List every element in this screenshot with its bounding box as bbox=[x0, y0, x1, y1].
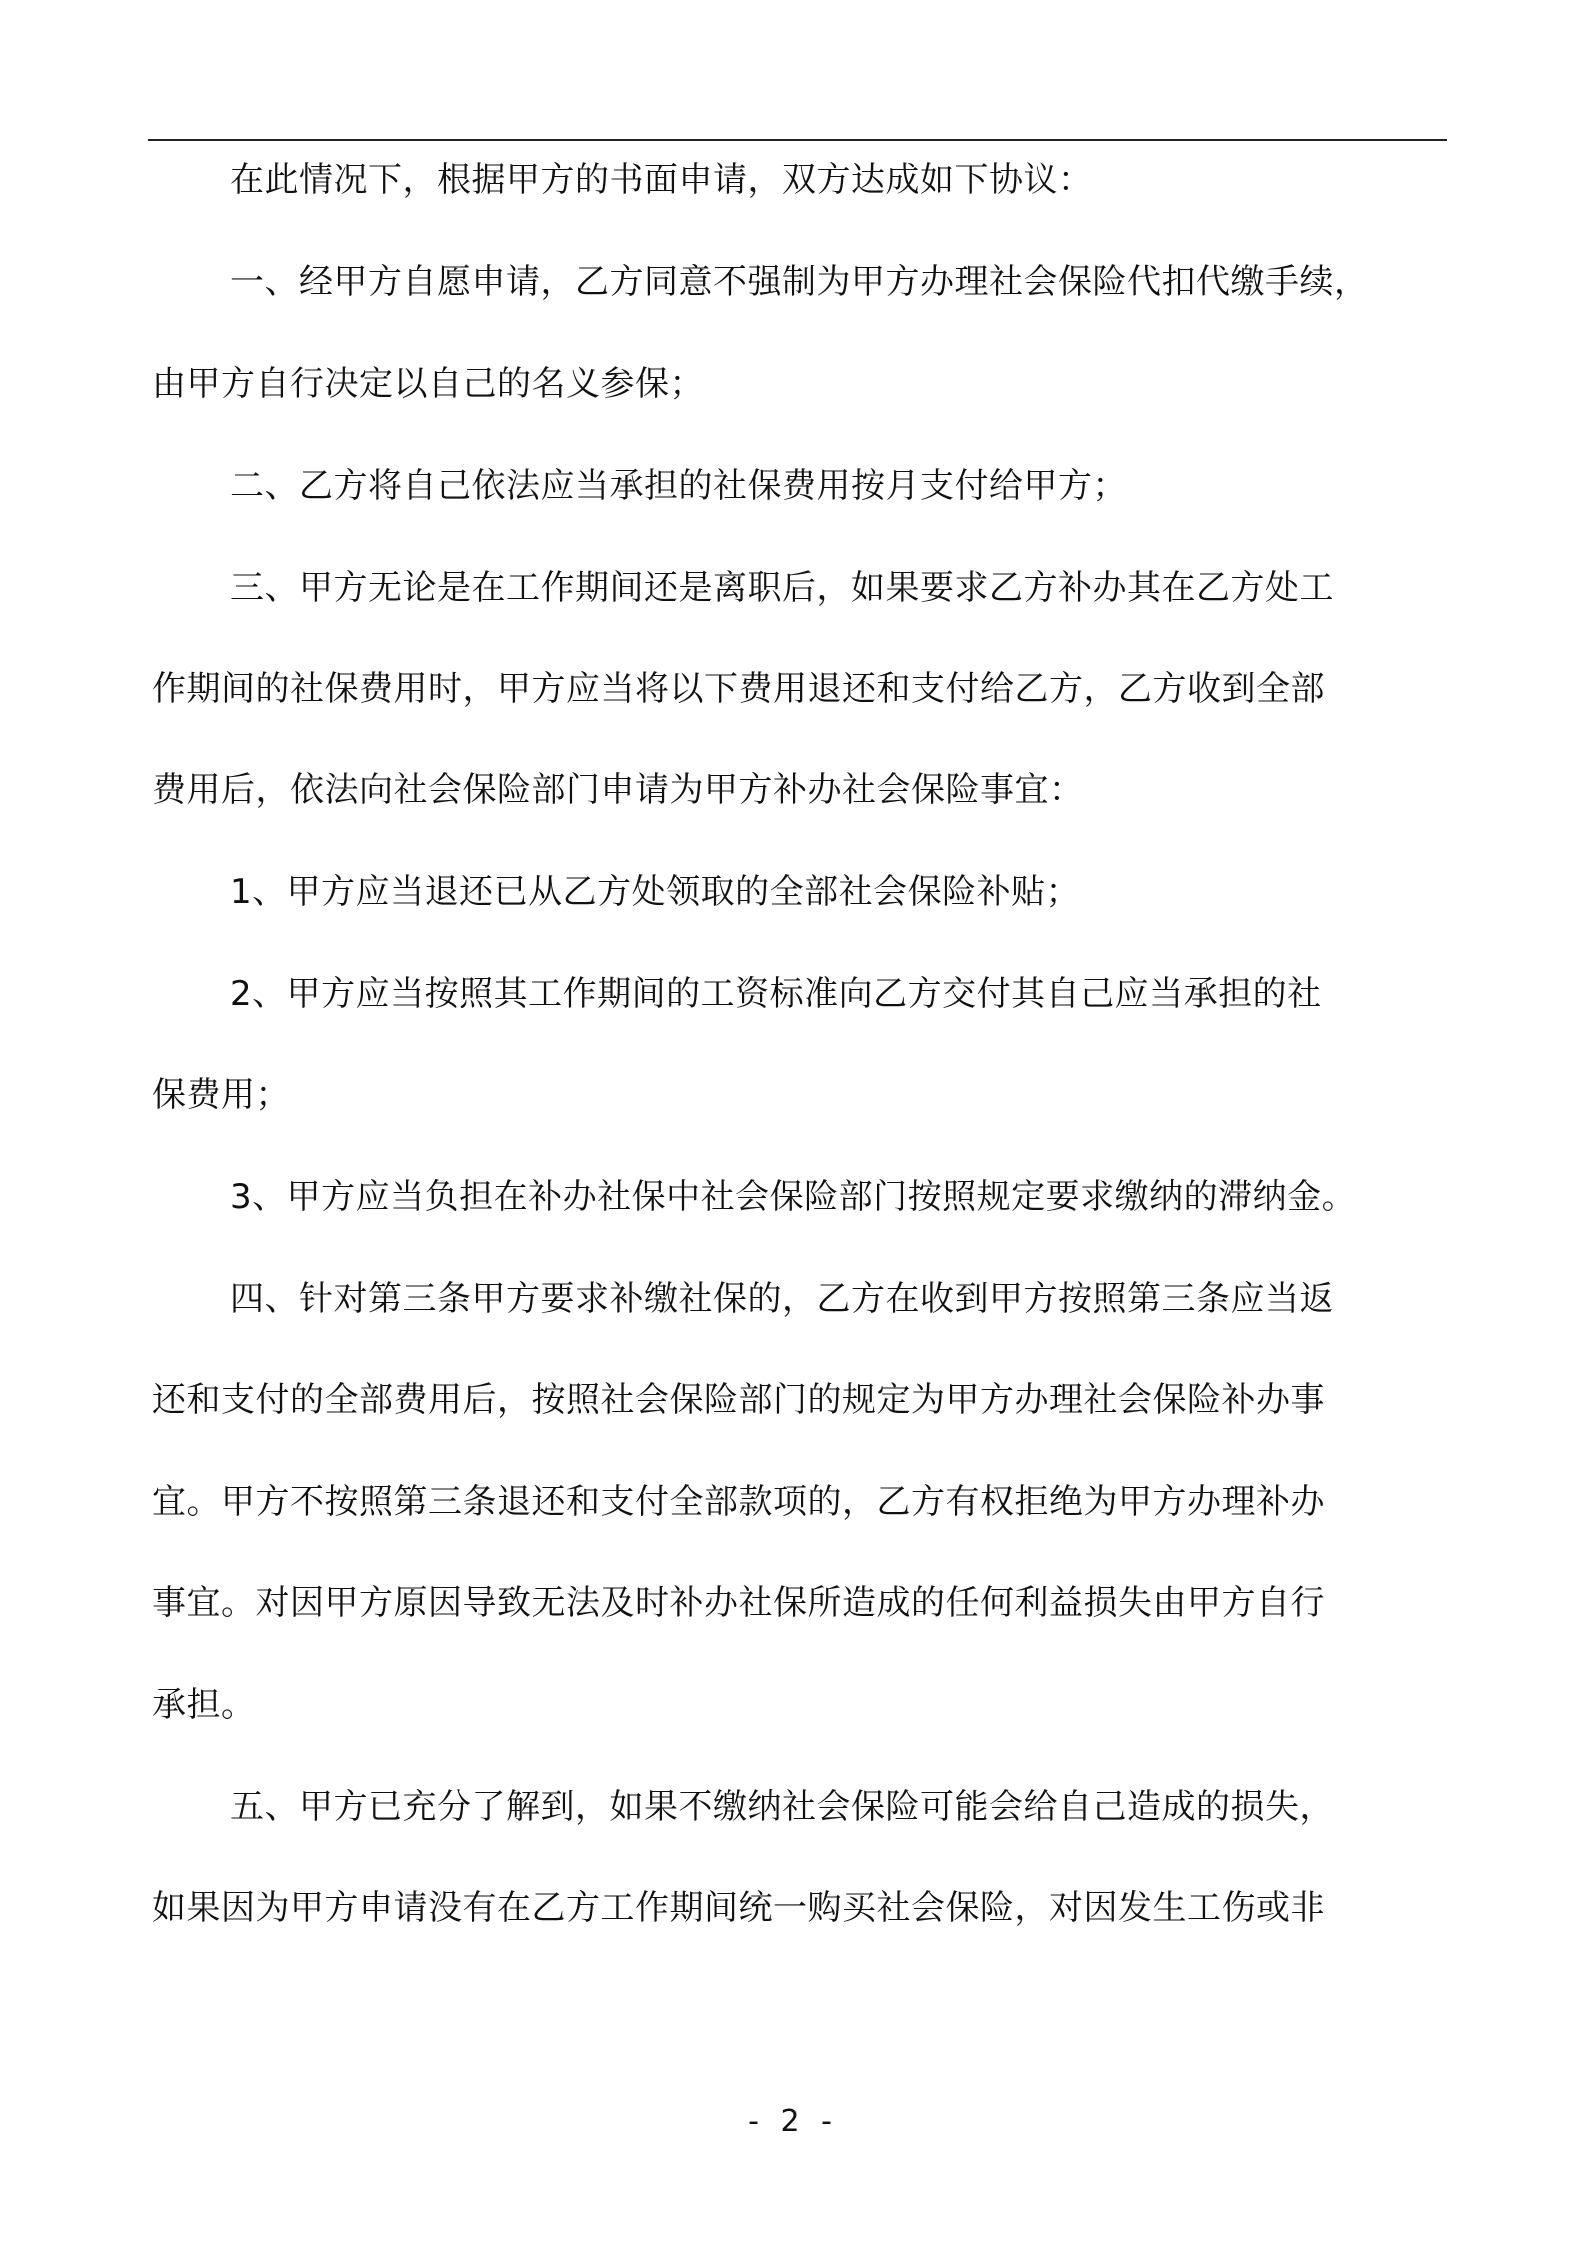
text-line: 1、甲方应当退还已从乙方处领取的全部社会保险补贴； bbox=[230, 872, 1081, 912]
text-line: 事宜。对因甲方原因导致无法及时补办社保所造成的任何利益损失由甲方自行 bbox=[152, 1583, 1325, 1623]
page-number: - 2 - bbox=[748, 2104, 838, 2139]
text-line: 还和支付的全部费用后，按照社会保险部门的规定为甲方办理社会保险补办事 bbox=[152, 1380, 1325, 1420]
text-line: 三、甲方无论是在工作期间还是离职后，如果要求乙方补办其在乙方处工 bbox=[230, 568, 1334, 608]
text-line: 3、甲方应当负担在补办社保中社会保险部门按照规定要求缴纳的滞纳金。 bbox=[230, 1177, 1357, 1217]
text-line: 费用后，依法向社会保险部门申请为甲方补办社会保险事宜： bbox=[152, 770, 1084, 810]
text-line: 一、经甲方自愿申请，乙方同意不强制为甲方办理社会保险代扣代缴手续， bbox=[230, 262, 1369, 302]
text-line: 作期间的社保费用时，甲方应当将以下费用退还和支付给乙方，乙方收到全部 bbox=[152, 669, 1325, 709]
header-rule bbox=[148, 139, 1447, 141]
text-line: 四、针对第三条甲方要求补缴社保的，乙方在收到甲方按照第三条应当返 bbox=[230, 1279, 1334, 1319]
text-line: 保费用； bbox=[152, 1075, 290, 1115]
text-line: 2、甲方应当按照其工作期间的工资标准向乙方交付其自己应当承担的社 bbox=[230, 974, 1322, 1014]
text-line: 五、甲方已充分了解到，如果不缴纳社会保险可能会给自己造成的损失， bbox=[230, 1787, 1334, 1827]
text-line: 宜。甲方不按照第三条退还和支付全部款项的，乙方有权拒绝为甲方办理补办 bbox=[152, 1482, 1325, 1522]
text-line: 承担。 bbox=[152, 1685, 256, 1725]
text-line: 如果因为甲方申请没有在乙方工作期间统一购买社会保险，对因发生工伤或非 bbox=[152, 1888, 1325, 1928]
text-line: 由甲方自行决定以自己的名义参保； bbox=[152, 364, 704, 404]
text-line: 在此情况下，根据甲方的书面申请，双方达成如下协议： bbox=[230, 160, 1093, 200]
text-line: 二、乙方将自己依法应当承担的社保费用按月支付给甲方； bbox=[230, 466, 1127, 506]
